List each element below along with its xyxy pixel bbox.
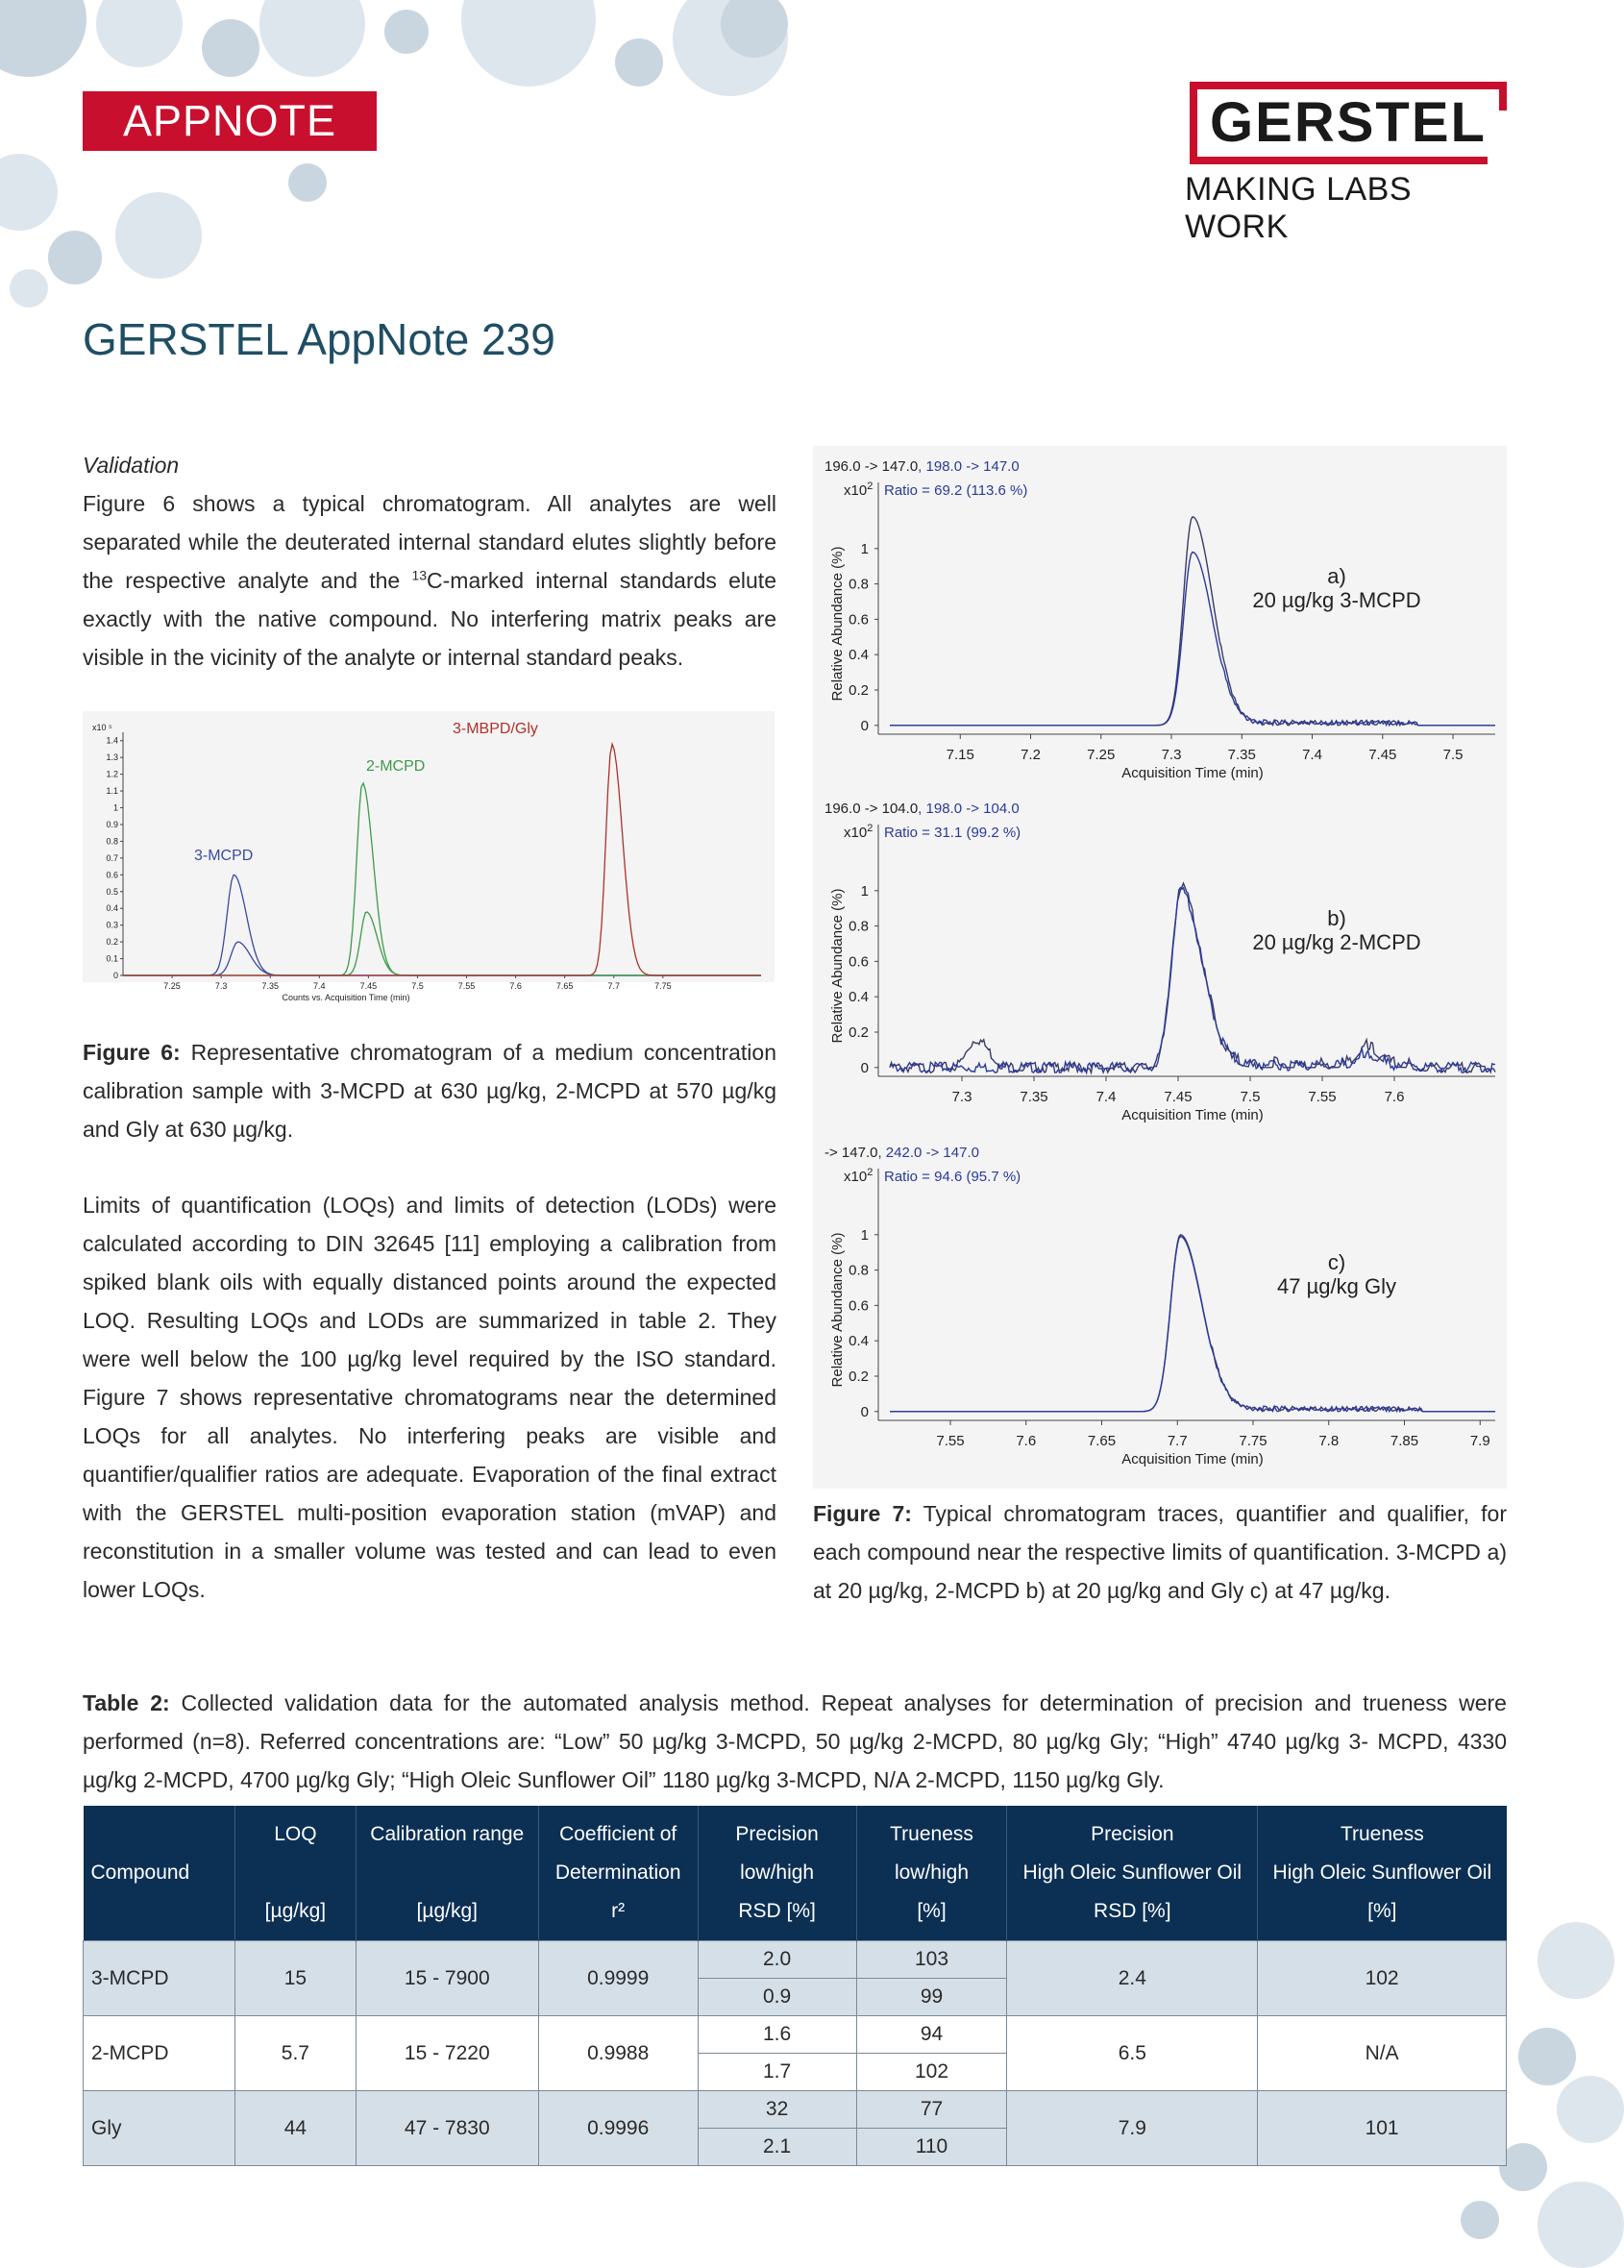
logo-tagline: MAKING LABS WORK <box>1185 171 1413 245</box>
gerstel-logo: GERSTEL <box>1190 82 1507 164</box>
x-tick-label: 7.6 <box>1016 1433 1037 1449</box>
header-coefficient: Coefficient of Determination r² <box>538 1806 698 1941</box>
cell-loq: 44 <box>234 2091 356 2166</box>
transition-label <box>824 458 1020 475</box>
figure-6-panel <box>83 711 775 1002</box>
x-tick-label: 7.3 <box>214 981 228 991</box>
series-line <box>123 783 761 975</box>
y-multiplier: x10 ⁵ <box>92 723 112 732</box>
x-tick-label: 7.35 <box>1227 747 1256 763</box>
y-tick-label: 1 <box>860 1226 869 1244</box>
cell-trueness-high: 99 <box>856 1979 1007 2016</box>
x-tick-label: 7.55 <box>936 1433 965 1449</box>
x-tick-label: 7.45 <box>359 981 378 991</box>
y-multiplier <box>844 481 873 499</box>
cell-precision-low: 32 <box>698 2091 856 2129</box>
x-tick-label: 7.15 <box>946 747 974 763</box>
figure-7-panel <box>813 446 1507 1489</box>
figure-7-caption: Figure 7: Typical chromatogram traces, quantifier and qualifier, for each compound near the respective limits of quantification. 3-MCPD a) at 20 µg/kg, 2-MCPD b) at 20 µg/kg and Gly c) at 47 µg/kg. <box>813 1501 1508 1603</box>
y-multiplier-exp: 2 <box>867 1167 874 1178</box>
series-line <box>890 883 1495 1072</box>
y-multiplier <box>844 1167 873 1185</box>
cell-trueness-low: 103 <box>856 1941 1007 1979</box>
x-tick-label: 7.65 <box>1087 1433 1117 1449</box>
y-tick-label: 1 <box>112 802 118 813</box>
cell-precision-low: 2.0 <box>698 1941 856 1979</box>
table-2-caption: Table 2: Collected validation data for the automated analysis method. Repeat analyses for determination of precision and trueness were performed (n=8). Referred concentrations are: “Low” 50 µg/kg 3-MCPD, 50 µg/kg 2-MCPD, 80 µg/kg Gly; “High” 4740 µg/kg 3- MCPD, 4330 µg/kg 2-MCPD, 4700 µg/kg Gly; “High Oleic Sunflower Oil” 1180 µg/kg 3-MCPD, N/A 2-MCPD, 1150 µg/kg Gly. <box>83 1690 1507 1792</box>
y-multiplier-exp: 2 <box>867 481 874 492</box>
cell-precision-oil: 6.5 <box>1007 2016 1258 2091</box>
section-heading: Validation <box>83 453 180 478</box>
y-tick-label: 1.1 <box>106 786 118 797</box>
x-tick-label: 7.75 <box>654 981 672 991</box>
cell-precision-oil: 2.4 <box>1007 1941 1258 2016</box>
x-tick-label: 7.6 <box>509 981 522 991</box>
x-tick-label: 7.5 <box>1240 1089 1261 1105</box>
x-tick-label: 7.3 <box>951 1089 972 1105</box>
series-line <box>123 875 761 975</box>
y-tick-label: 0.8 <box>849 576 869 593</box>
x-tick-label: 7.65 <box>555 981 574 991</box>
panel-label-compound: 20 µg/kg 2-MCPD <box>1252 930 1421 954</box>
y-tick-label: 0.6 <box>106 870 118 880</box>
x-tick-label: 7.55 <box>1308 1089 1337 1105</box>
peak-label: 2-MCPD <box>366 758 426 775</box>
cell-trueness-low: 94 <box>856 2016 1007 2054</box>
cell-calibration: 15 - 7220 <box>356 2016 538 2091</box>
paragraph-2: Limits of quantification (LOQs) and limits of detection (LODs) were calculated according to DIN 32645 [11] employing a calibration from spiked blank oils with equally distanced points around the expected LOQ. Resulting LOQs and LODs are summarized in table 2. They were well below the 100 µg/kg level required by the ISO standard. Figure 7 shows representative chromatograms near the determined LOQs for all analytes. No interfering peaks are visible and quantifier/qualifier ratios are adequate. Evaporation of the final extract with the GERSTEL multi-position evaporation station (mVAP) and reconstitution in a smaller volume was tested and can lead to even lower LOQs. <box>83 1193 776 1602</box>
x-tick-label: 7.75 <box>1239 1433 1267 1449</box>
x-tick-label: 7.45 <box>1368 747 1397 763</box>
y-tick-label: 0 <box>860 1403 869 1420</box>
table-row <box>84 1941 1507 1979</box>
cell-coefficient: 0.9999 <box>538 1941 698 2016</box>
table-row <box>84 2016 1507 2054</box>
y-axis-label: Relative Abundance (%) <box>829 888 846 1044</box>
cell-calibration: 47 - 7830 <box>356 2091 538 2166</box>
y-tick-label: 0.5 <box>106 886 118 897</box>
table-row <box>84 2091 1507 2129</box>
cell-compound: 2-MCPD <box>84 2016 235 2091</box>
x-tick-label: 7.25 <box>163 981 181 991</box>
y-tick-label: 0.4 <box>849 989 869 1006</box>
x-axis-label: Acquisition Time (min) <box>1121 1451 1264 1467</box>
y-tick-label: 0 <box>860 1059 869 1076</box>
header-trueness-oil: Trueness High Oleic Sunflower Oil [%] <box>1258 1806 1507 1941</box>
transition-qualifier: , 198.0 -> 147.0 <box>918 458 1020 475</box>
transition-quantifier: 196.0 -> 104.0 <box>824 801 919 817</box>
y-tick-label: 0.6 <box>849 611 869 629</box>
x-tick-label: 7.85 <box>1390 1433 1419 1449</box>
y-tick-label: 0.8 <box>849 1262 869 1279</box>
header-compound: Compound <box>84 1806 235 1941</box>
series-line <box>123 942 761 975</box>
y-tick-label: 0.2 <box>106 937 118 948</box>
y-tick-label: 0.8 <box>106 836 118 847</box>
y-tick-label: 1.2 <box>106 769 118 779</box>
validation-table <box>83 1806 1507 2166</box>
x-tick-label: 7.7 <box>607 981 621 991</box>
peak-label: 3-MCPD <box>194 848 254 864</box>
transition-label <box>824 1145 979 1161</box>
cell-compound: 3-MCPD <box>84 1941 235 2016</box>
y-multiplier-base: x10 <box>844 482 868 499</box>
y-tick-label: 0.1 <box>106 953 118 964</box>
y-tick-label: 0.8 <box>849 918 869 935</box>
x-tick-label: 7.2 <box>1021 747 1041 763</box>
header-precision-oil: Precision High Oleic Sunflower Oil RSD [%] <box>1007 1806 1258 1941</box>
y-tick-label: 0.3 <box>106 920 118 930</box>
validation-section <box>83 446 776 677</box>
x-axis-label: Counts vs. Acquisition Time (min) <box>282 993 410 1002</box>
x-axis-label: Acquisition Time (min) <box>1121 765 1264 781</box>
x-tick-label: 7.45 <box>1164 1089 1193 1105</box>
figure-6-chart <box>83 711 775 1002</box>
transition-quantifier: 196.0 -> 147.0 <box>824 458 919 475</box>
y-axis-label: Relative Abundance (%) <box>829 1232 846 1388</box>
x-tick-label: 7.3 <box>1161 747 1182 763</box>
x-tick-label: 7.35 <box>1020 1089 1048 1105</box>
panel-label-compound: 20 µg/kg 3-MCPD <box>1252 588 1421 612</box>
cell-trueness-high: 102 <box>856 2054 1007 2091</box>
panel-label-letter: c) <box>1327 1250 1346 1274</box>
header-precision: Precision low/high RSD [%] <box>698 1806 856 1941</box>
figure-6-caption: Figure 6: Representative chromatogram of a medium concentration calibration sample with 3-MCPD at 630 µg/kg, 2-MCPD at 570 µg/kg and Gly at 630 µg/kg. <box>83 1040 776 1142</box>
y-tick-label: 1.4 <box>106 735 118 746</box>
cell-trueness-high: 110 <box>856 2129 1007 2166</box>
ratio-label: Ratio = 69.2 (113.6 %) <box>884 482 1028 499</box>
y-tick-label: 0.2 <box>849 1368 869 1385</box>
y-tick-label: 0 <box>860 717 869 734</box>
cell-precision-high: 1.7 <box>698 2054 856 2091</box>
cell-trueness-oil: N/A <box>1258 2016 1507 2091</box>
cell-trueness-low: 77 <box>856 2091 1007 2129</box>
y-multiplier <box>844 823 873 841</box>
cell-precision-oil: 7.9 <box>1007 2091 1258 2166</box>
ratio-label: Ratio = 31.1 (99.2 %) <box>884 825 1021 841</box>
cell-loq: 5.7 <box>234 2016 356 2091</box>
y-tick-label: 1 <box>860 882 869 900</box>
y-tick-label: 0.2 <box>849 682 869 699</box>
panel-label-letter: b) <box>1327 906 1346 930</box>
cell-loq: 15 <box>234 1941 356 2016</box>
logo-corner-cut <box>1488 111 1513 168</box>
x-tick-label: 7.5 <box>411 981 424 991</box>
x-tick-label: 7.4 <box>313 981 326 991</box>
y-tick-label: 0.4 <box>106 903 118 914</box>
transition-label <box>824 801 1020 817</box>
x-tick-label: 7.55 <box>457 981 476 991</box>
table-header-row <box>84 1806 1507 1941</box>
x-tick-label: 7.8 <box>1318 1433 1340 1449</box>
cell-trueness-oil: 101 <box>1258 2091 1507 2166</box>
figure-7a-chart <box>813 446 1507 788</box>
y-tick-label: 1 <box>860 540 869 557</box>
x-tick-label: 7.4 <box>1302 747 1322 763</box>
transition-qualifier: , 242.0 -> 147.0 <box>877 1145 979 1161</box>
appnote-badge: APPNOTE <box>83 91 377 151</box>
cell-coefficient: 0.9996 <box>538 2091 698 2166</box>
ratio-label: Ratio = 94.6 (95.7 %) <box>884 1169 1021 1185</box>
header-calibration-range: Calibration range [µg/kg] <box>356 1806 538 1941</box>
figure-7c-chart <box>813 1132 1507 1489</box>
x-axis-label: Acquisition Time (min) <box>1121 1107 1264 1123</box>
x-tick-label: 7.7 <box>1167 1433 1188 1449</box>
cell-coefficient: 0.9988 <box>538 2016 698 2091</box>
y-multiplier-base: x10 <box>844 1169 868 1185</box>
cell-precision-high: 0.9 <box>698 1979 856 2016</box>
x-tick-label: 7.4 <box>1095 1089 1117 1105</box>
x-tick-label: 7.25 <box>1087 747 1116 763</box>
panel-label-compound: 47 µg/kg Gly <box>1277 1274 1396 1298</box>
paragraph-1: Figure 6 shows a typical chromatogram. All analytes are well separated while the deuterated internal standard elutes slightly before the respective analyte and the $^{13}$C-marked internal standards elute exactly with the native compound. No interfering matrix peaks are visible in the vicinity of the analyte or internal standard peaks. <box>83 491 776 670</box>
header-trueness: Trueness low/high [%] <box>856 1806 1007 1941</box>
y-tick-label: 0.9 <box>106 819 118 829</box>
document-title: GERSTEL AppNote 239 <box>83 314 555 364</box>
y-tick-label: 0.2 <box>849 1024 869 1041</box>
x-tick-label: 7.35 <box>261 981 279 991</box>
y-multiplier-base: x10 <box>844 825 868 841</box>
transition-qualifier: , 198.0 -> 104.0 <box>918 801 1020 817</box>
panel-label-letter: a) <box>1327 564 1346 588</box>
cell-precision-high: 2.1 <box>698 2129 856 2166</box>
y-tick-label: 0.6 <box>849 953 869 971</box>
y-multiplier-exp: 2 <box>867 823 874 834</box>
series-line <box>890 517 1495 726</box>
series-line <box>890 1237 1495 1412</box>
cell-compound: Gly <box>84 2091 235 2166</box>
series-line <box>890 553 1495 726</box>
y-tick-label: 0.4 <box>849 647 869 664</box>
figure-7b-chart <box>813 788 1507 1132</box>
y-tick-label: 0.6 <box>849 1297 869 1315</box>
x-tick-label: 7.5 <box>1442 747 1464 763</box>
x-tick-label: 7.6 <box>1384 1089 1405 1105</box>
y-axis-label: Relative Abundance (%) <box>829 546 846 702</box>
cell-calibration: 15 - 7900 <box>356 1941 538 2016</box>
transition-quantifier: -> 147.0 <box>824 1145 878 1161</box>
y-tick-label: 0.4 <box>849 1333 869 1350</box>
cell-precision-low: 1.6 <box>698 2016 856 2054</box>
y-tick-label: 0.7 <box>106 852 118 863</box>
y-tick-label: 1.3 <box>106 752 118 763</box>
peak-label: 3-MBPD/Gly <box>453 721 538 737</box>
y-tick-label: 0 <box>112 971 118 980</box>
cell-trueness-oil: 102 <box>1258 1941 1507 2016</box>
header-loq: LOQ [µg/kg] <box>234 1806 356 1941</box>
x-tick-label: 7.9 <box>1469 1433 1490 1449</box>
